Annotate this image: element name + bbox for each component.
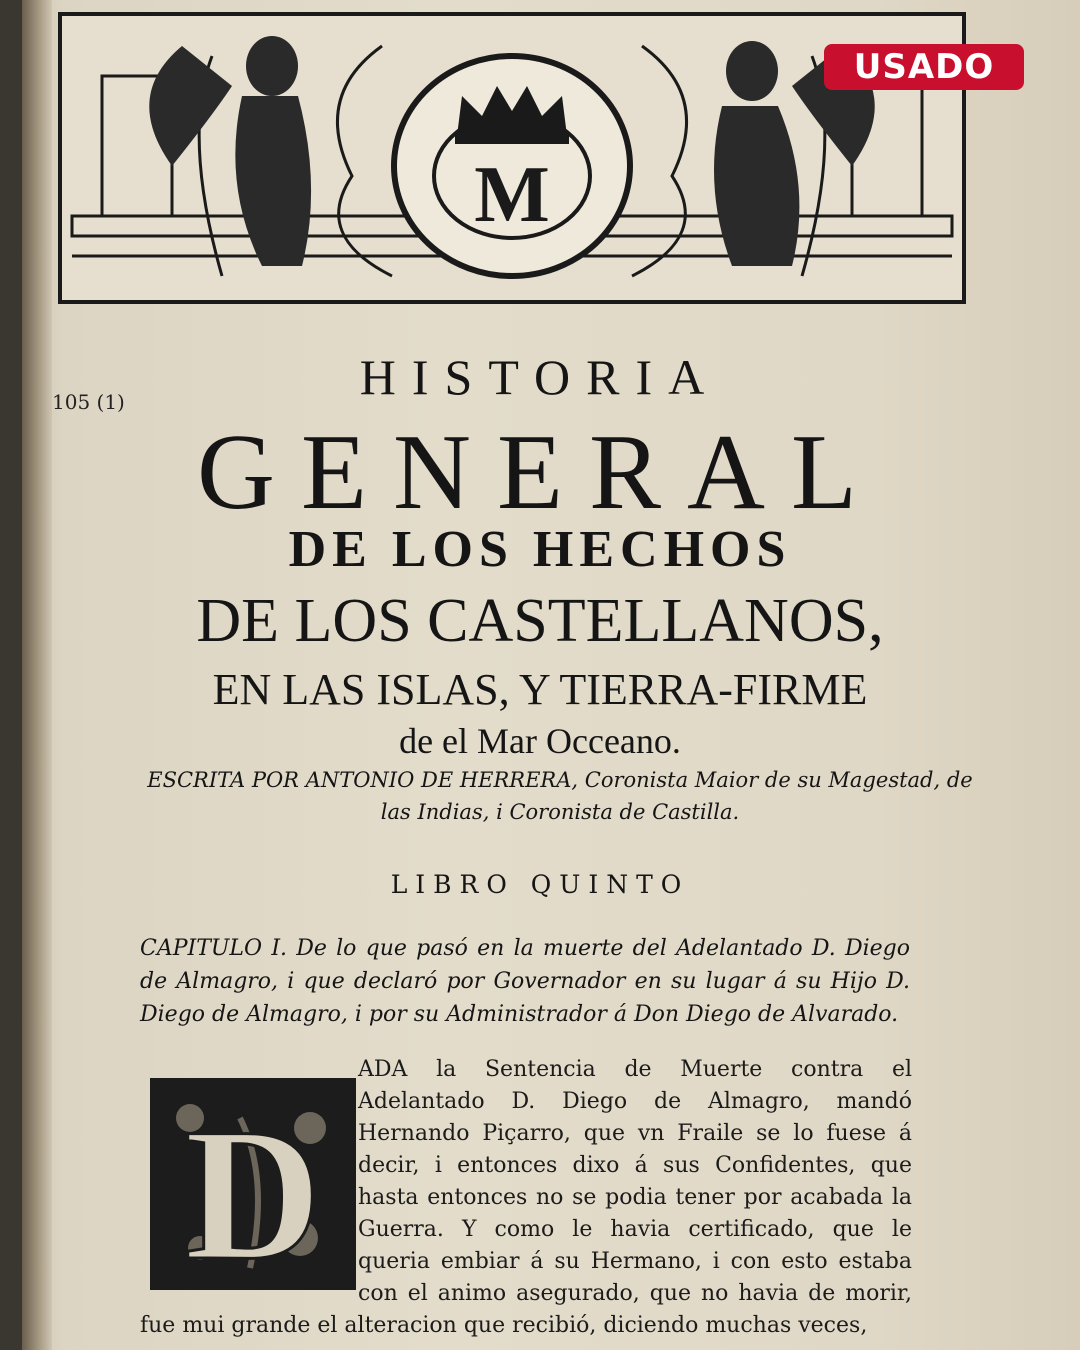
title-line-2: GENERAL — [197, 413, 883, 532]
initial-letter: D — [184, 1090, 322, 1290]
title-line-6: de el Mar Occeano. — [399, 721, 681, 761]
book-page — [22, 0, 1080, 1350]
author-line: ESCRITA POR ANTONIO DE HERRERA, Coronista Maior de su Magestad, de las Indias, i Coronista de Castilla. — [147, 768, 973, 824]
title-line-5: EN LAS ISLAS, Y TIERRA-FIRME — [212, 665, 868, 714]
body-lead-word: ADA — [358, 1057, 408, 1082]
monogram-text: M — [474, 151, 550, 239]
initial-spacer — [140, 1054, 358, 1310]
used-badge — [824, 44, 1024, 90]
title-line-4: DE LOS CASTELLANOS, — [196, 587, 884, 655]
folio-number: 105 (1) — [52, 390, 125, 414]
body-text: la Sentencia de Muerte contra el Adelantado D. Diego de Almagro, mandó Hernando Piçarro, que vn Fraile se lo fuese á decir, i entonces dixo á sus Confidentes, que hasta entonces no se podia tener por acabada la Guerra. Y como le havia certificado, que le queria embiar á su Hermano, i con esto estaba con el animo asegurado, que no havia de morir, fue mui grande el alteracion que recibió, diciendo muchas veces, — [140, 1057, 912, 1338]
chapter-heading: CAPITULO I. De lo que pasó en la muerte del Adelantado D. Diego de Almagro, i que declaró por Governador en su lugar á su Hijo D. Diego de Almagro, i por su Administrador á Don Diego de Alvarado. — [140, 936, 910, 1027]
used-badge-label: USADO — [853, 47, 995, 87]
title-line-1: HISTORIA — [359, 349, 721, 405]
body-paragraph — [140, 1054, 912, 1342]
book-heading: LIBRO QUINTO — [390, 870, 690, 899]
title-line-3: DE LOS HECHOS — [288, 521, 792, 578]
